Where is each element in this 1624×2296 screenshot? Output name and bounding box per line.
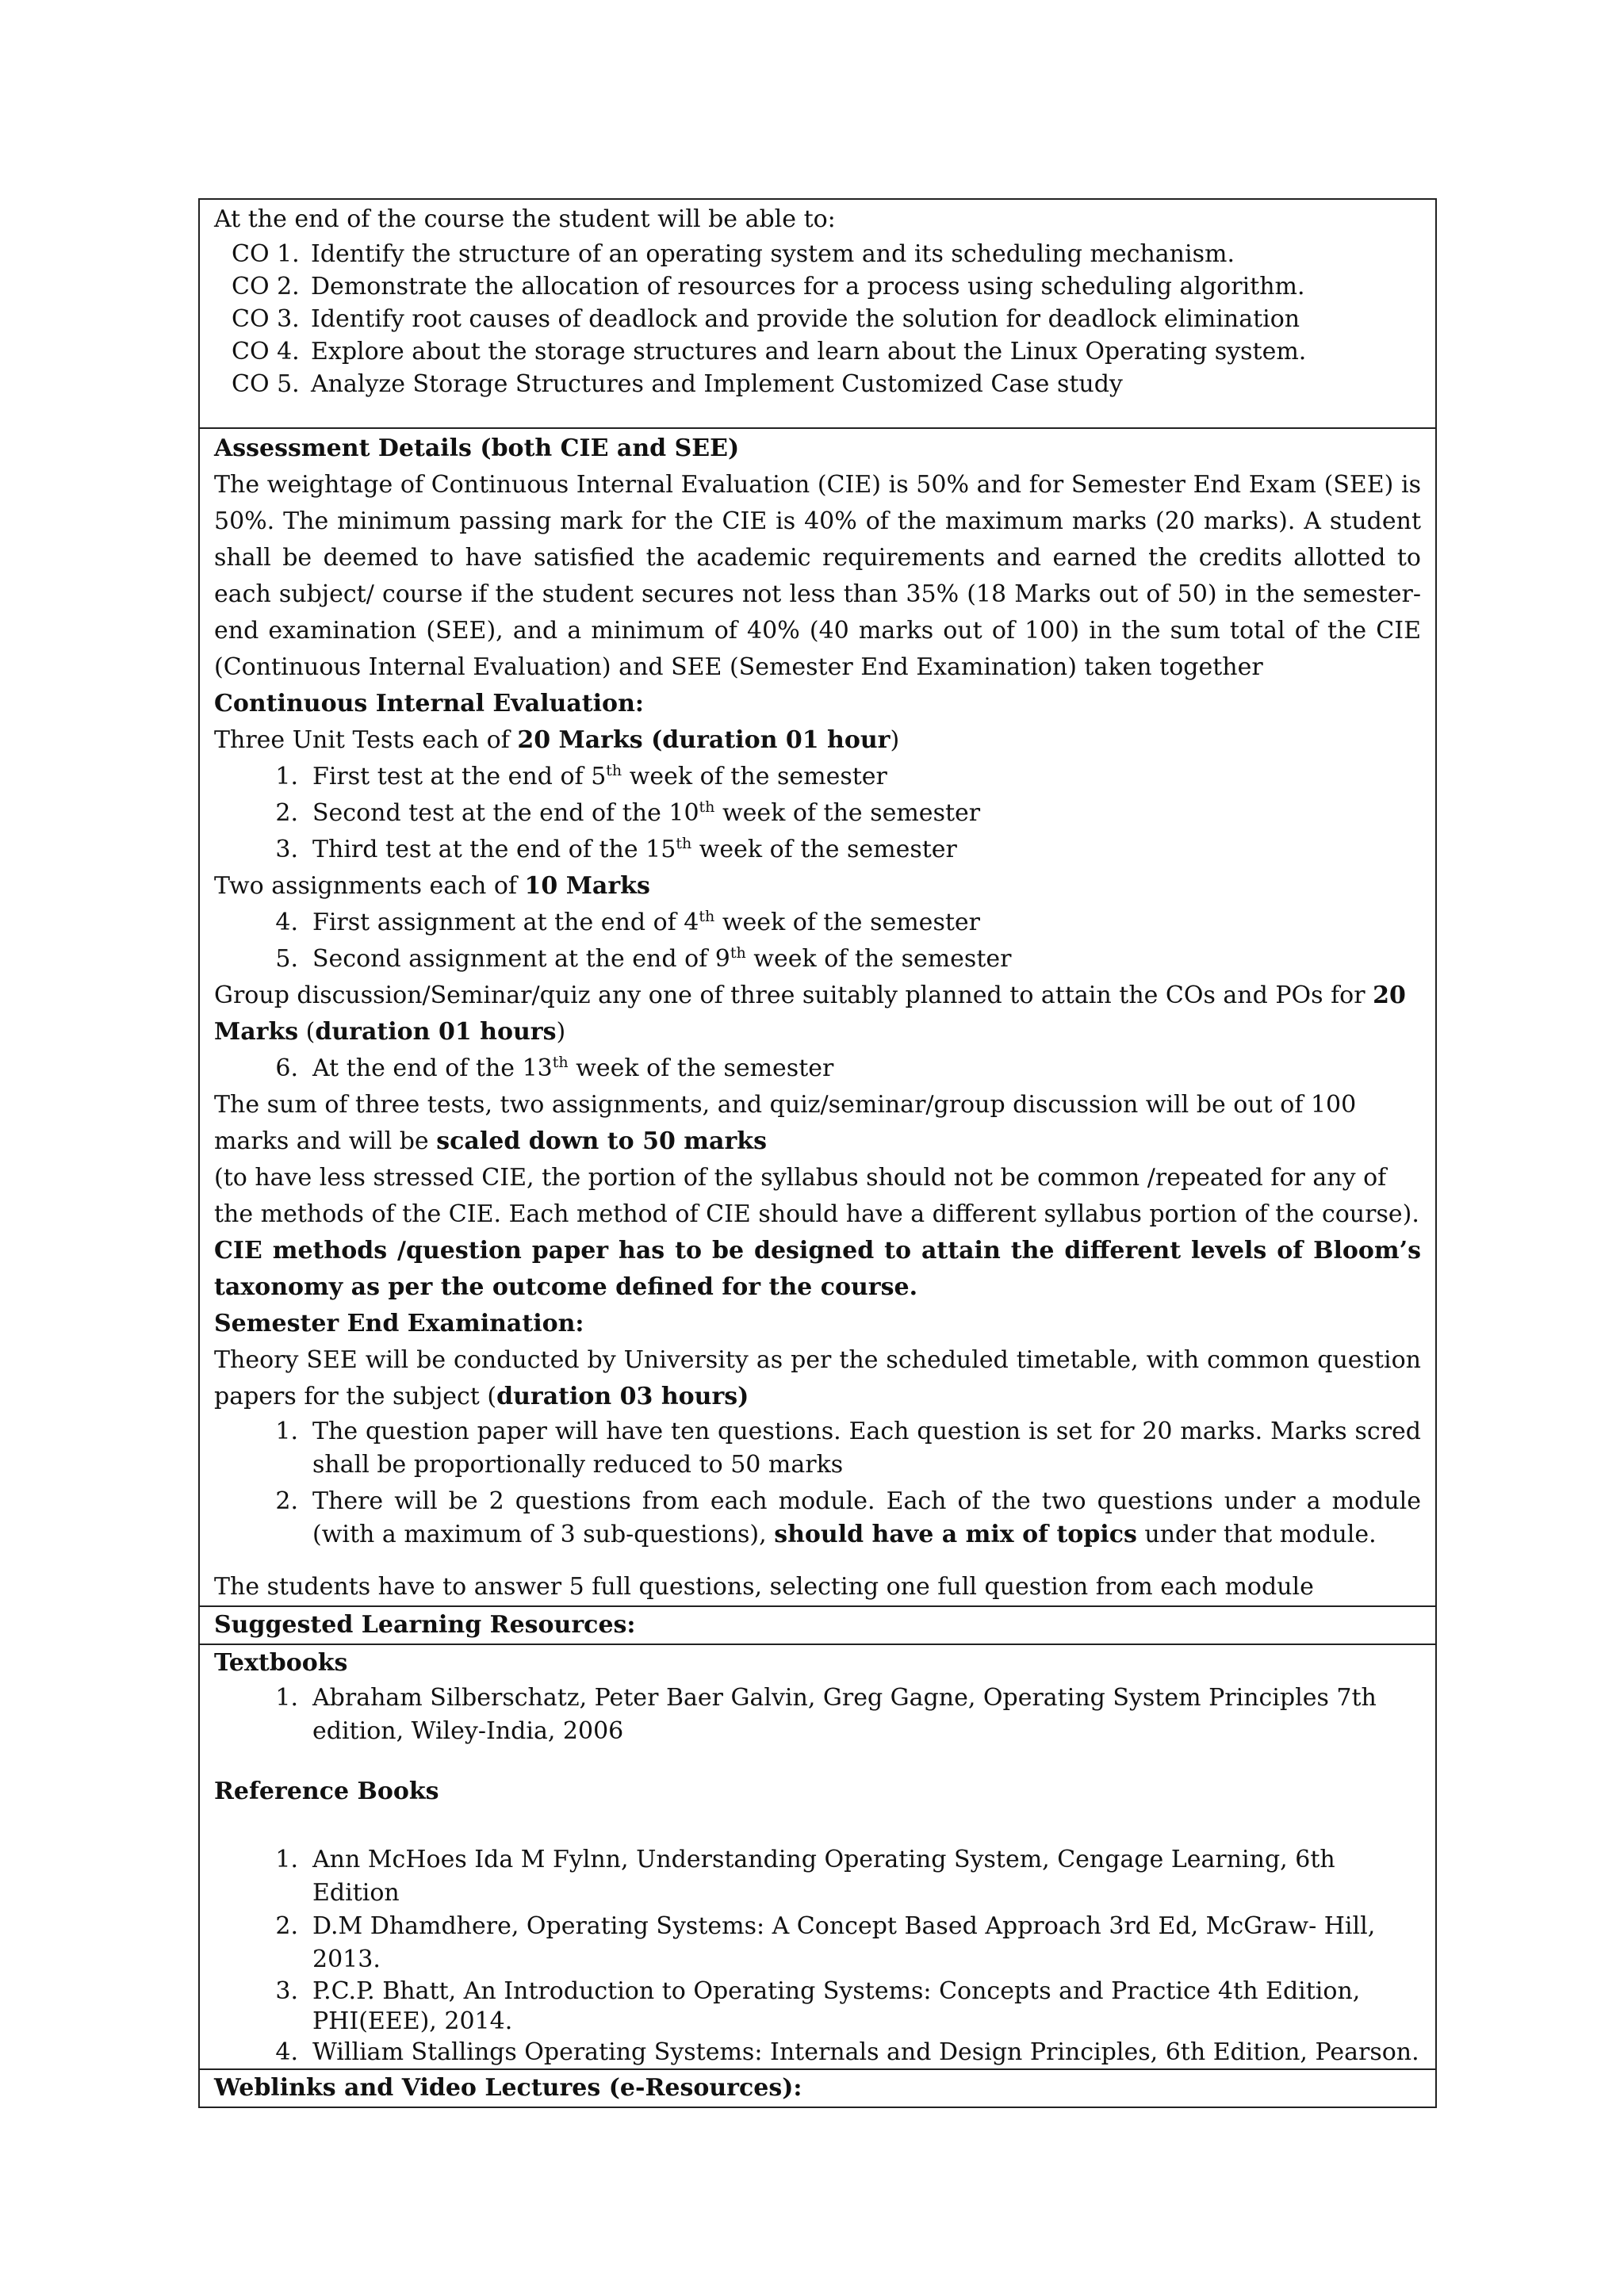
bloom-note: CIE methods /question paper has to be designed to attain the different levels of Bloom’s taxonomy as per the outcome defined for the course. bbox=[214, 1237, 1421, 1301]
list-item: 2. There will be 2 questions from each module. Each of the two questions under a module (with a maximum of 3 sub-questions), should have a mix of topics under that module. bbox=[275, 1487, 1421, 1548]
textbooks-heading: Textbooks bbox=[214, 1649, 348, 1677]
spacer bbox=[214, 1552, 1421, 1569]
unit-tests-line: Three Unit Tests each of 20 Marks (duration 01 hour) bbox=[214, 726, 900, 754]
sum-line: The sum of three tests, two assignments, and quiz/seminar/group discussion will be out of 100 marks and will be scaled down to 50 marks bbox=[214, 1091, 1357, 1155]
list-item: 6. At the end of the 13th week of the semester bbox=[275, 1054, 834, 1082]
resources-heading-row bbox=[198, 1607, 1437, 1645]
course-outcomes-section bbox=[198, 198, 1437, 429]
co-item: CO 1. Identify the structure of an operating system and its scheduling mechanism. bbox=[232, 240, 1235, 268]
co-item: CO 2. Demonstrate the allocation of resources for a process using scheduling algorithm. bbox=[232, 273, 1305, 300]
list-item: 2. D.M Dhamdhere, Operating Systems: A Concept Based Approach 3rd Ed, McGraw- Hill, 2013. bbox=[275, 1912, 1376, 1973]
list-item: 3. P.C.P. Bhatt, An Introduction to Operating Systems: Concepts and Practice 4th Edition, PHI(EEE), 2014. bbox=[275, 1977, 1361, 2035]
assignments-line: Two assignments each of 10 Marks bbox=[214, 872, 650, 900]
weblinks-row bbox=[198, 2070, 1437, 2108]
list-item: 1. Ann McHoes Ida M Fylnn, Understanding Operating System, Cengage Learning, 6th Edition bbox=[275, 1846, 1335, 1907]
resources-section bbox=[198, 1645, 1437, 2070]
final-instruction: The students have to answer 5 full questions, selecting one full question from each module bbox=[214, 1573, 1314, 1601]
list-item: 3. Third test at the end of the 15th week of the semester bbox=[275, 835, 957, 863]
see-heading: Semester End Examination: bbox=[214, 1310, 584, 1337]
cie-heading: Continuous Internal Evaluation: bbox=[214, 690, 644, 718]
see-paragraph: Theory SEE will be conducted by University as per the scheduled timetable, with common question papers for the subject (duration 03 hours) bbox=[214, 1346, 1421, 1410]
co-item: CO 5. Analyze Storage Structures and Implement Customized Case study bbox=[232, 370, 1123, 398]
assessment-section bbox=[198, 429, 1437, 1607]
syllabus-table bbox=[198, 198, 1437, 2108]
co-item: CO 3. Identify root causes of deadlock and provide the solution for deadlock elimination bbox=[232, 305, 1300, 333]
outcomes-intro: At the end of the course the student will be able to: bbox=[214, 205, 836, 233]
group-discussion-line: Group discussion/Seminar/quiz any one of three suitably planned to attain the COs and POs for 20 Marks (duration 01 hours) bbox=[214, 982, 1406, 1046]
list-item: 5. Second assignment at the end of 9th week of the semester bbox=[275, 944, 1012, 973]
spacer bbox=[214, 1810, 1421, 1843]
list-item: 2. Second test at the end of the 10th week of the semester bbox=[275, 798, 981, 827]
list-item: 1. First test at the end of 5th week of the semester bbox=[275, 762, 887, 790]
weblinks-heading: Weblinks and Video Lectures (e-Resources): bbox=[214, 2074, 802, 2102]
list-item: 1. Abraham Silberschatz, Peter Baer Galvin, Greg Gagne, Operating System Principles 7th edition, Wiley-India, 2006 bbox=[275, 1684, 1377, 1745]
resources-heading: Suggested Learning Resources: bbox=[214, 1611, 636, 1639]
reference-heading: Reference Books bbox=[214, 1777, 439, 1805]
co-item: CO 4. Explore about the storage structures and learn about the Linux Operating system. bbox=[232, 338, 1307, 365]
list-item: 4. First assignment at the end of 4th week of the semester bbox=[275, 908, 980, 936]
list-item: 1. The question paper will have ten questions. Each question is set for 20 marks. Marks scred shall be proportionally reduced to 50 marks bbox=[275, 1418, 1421, 1479]
assessment-heading: Assessment Details (both CIE and SEE) bbox=[214, 434, 740, 462]
cie-note: (to have less stressed CIE, the portion of the syllabus should not be common /repeated for any of the methods of the CIE. Each method of CIE should have a different syllabus portion of the course). bbox=[214, 1164, 1419, 1228]
assessment-paragraph: The weightage of Continuous Internal Evaluation (CIE) is 50% and for Semester End Exam (SEE) is 50%. The minimum passing mark for the CIE is 40% of the maximum marks (20 marks). A student shall be deemed to have satisfied the academic requirements and earned the credits allotted to each subject/ course if the student secures not less than 35% (18 Marks out of 50) in the semester-end examination (SEE), and a minimum of 40% (40 marks out of 100) in the sum total of the CIE (Continuous Internal Evaluation) and SEE (Semester End Examination) taken together bbox=[214, 471, 1421, 681]
spacer bbox=[214, 1748, 1421, 1774]
list-item: 4. William Stallings Operating Systems: Internals and Design Principles, 6th Edition, Pearson. bbox=[275, 2038, 1419, 2066]
